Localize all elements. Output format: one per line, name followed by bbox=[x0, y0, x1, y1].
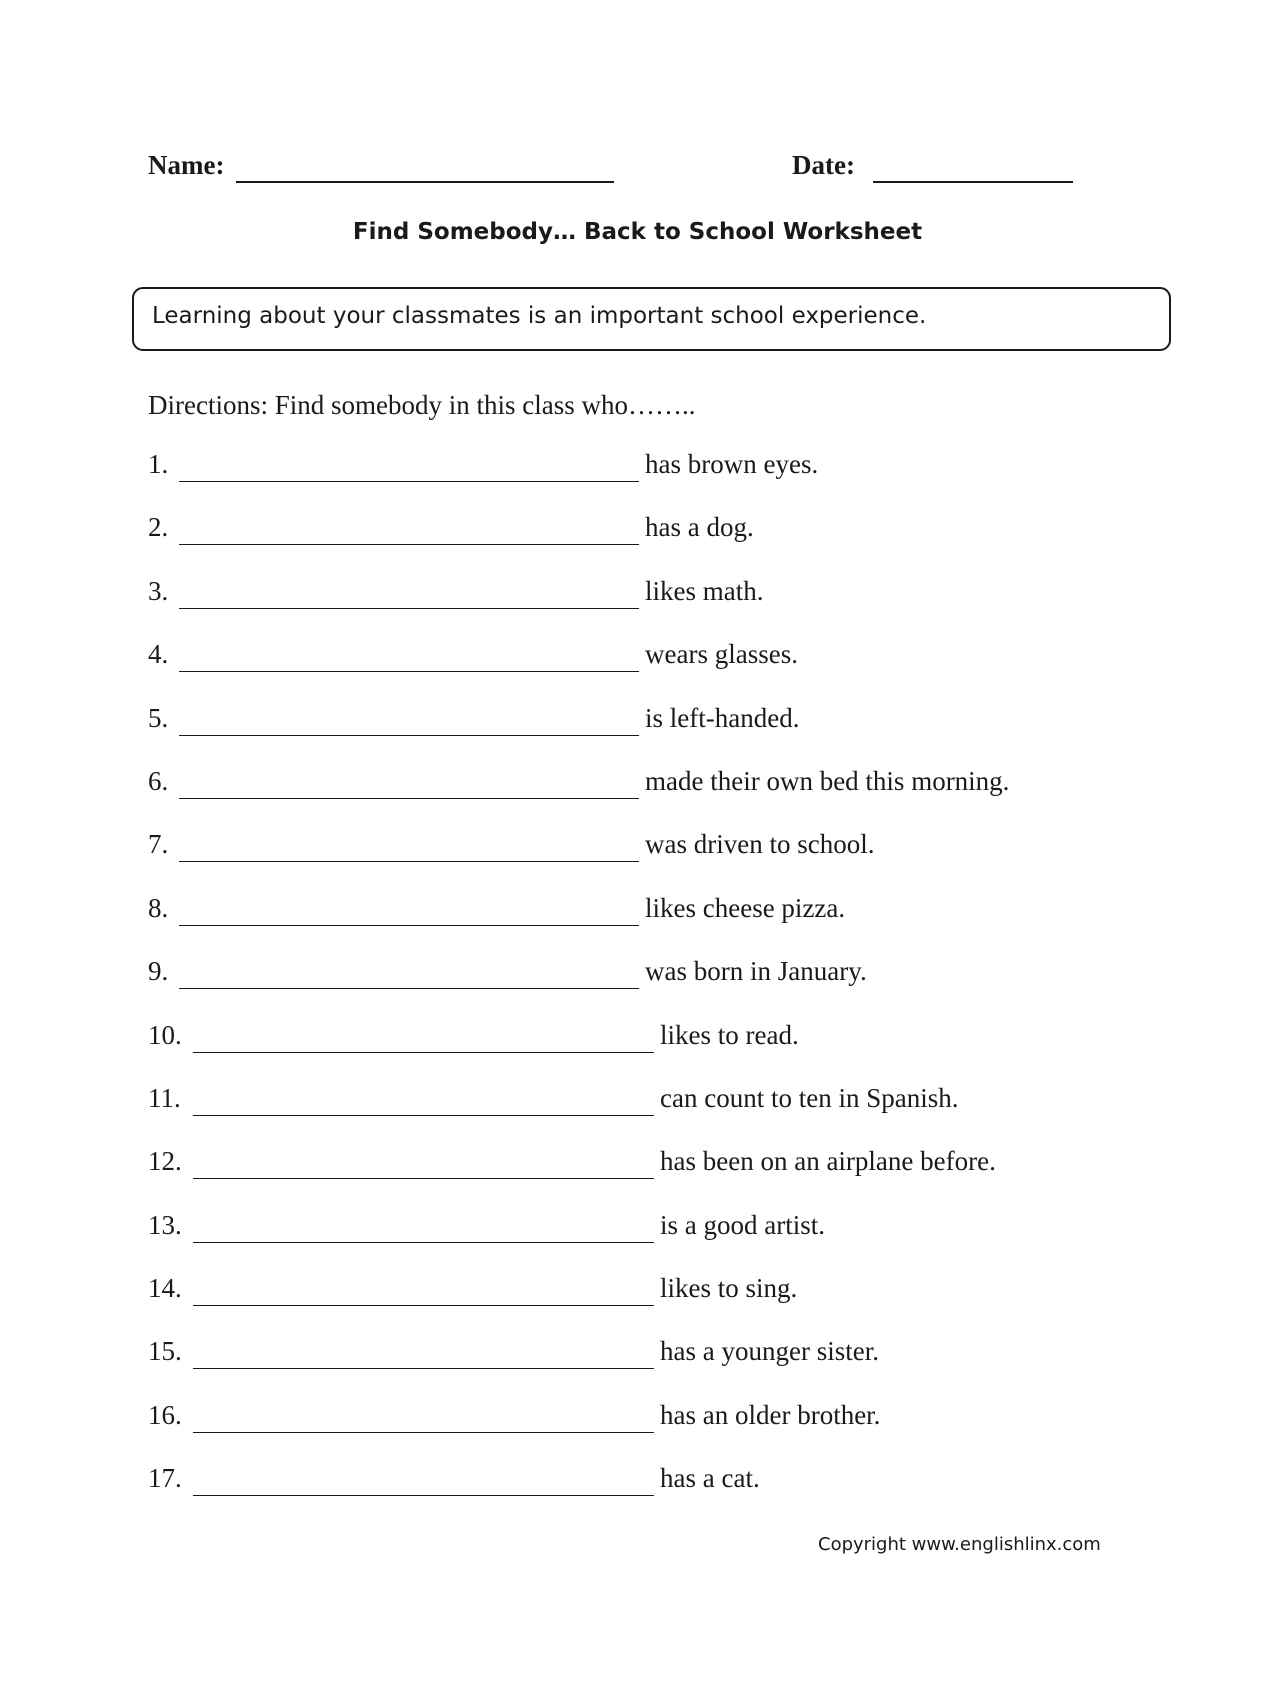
item-text: was driven to school. bbox=[645, 829, 875, 860]
list-item bbox=[148, 893, 1148, 956]
item-number: 11. bbox=[148, 1082, 181, 1113]
item-number: 6. bbox=[148, 765, 169, 796]
item-number: 2. bbox=[148, 512, 169, 543]
list-item bbox=[148, 1400, 1148, 1463]
item-text: can count to ten in Spanish. bbox=[660, 1082, 959, 1113]
header-row bbox=[148, 150, 1078, 190]
intro-text: Learning about your classmates is an important school experience. bbox=[152, 303, 927, 329]
answer-blank-line[interactable] bbox=[179, 925, 639, 926]
item-text: is a good artist. bbox=[660, 1209, 825, 1240]
list-item bbox=[148, 829, 1148, 892]
list-item bbox=[148, 449, 1148, 512]
name-blank-line[interactable] bbox=[236, 181, 614, 183]
item-number: 4. bbox=[148, 639, 169, 670]
list-item bbox=[148, 512, 1148, 575]
item-number: 14. bbox=[148, 1273, 182, 1304]
answer-blank-line[interactable] bbox=[193, 1178, 654, 1179]
answer-blank-line[interactable] bbox=[193, 1432, 654, 1433]
item-number: 12. bbox=[148, 1146, 182, 1177]
item-number: 10. bbox=[148, 1019, 182, 1050]
list-item bbox=[148, 703, 1148, 766]
list-item bbox=[148, 1336, 1148, 1399]
list-item bbox=[148, 1020, 1148, 1083]
item-number: 1. bbox=[148, 449, 169, 479]
answer-blank-line[interactable] bbox=[179, 481, 639, 482]
item-number: 9. bbox=[148, 956, 169, 987]
answer-blank-line[interactable] bbox=[193, 1242, 654, 1243]
date-label: Date: bbox=[792, 150, 855, 180]
item-list bbox=[148, 449, 1148, 1527]
answer-blank-line[interactable] bbox=[193, 1305, 654, 1306]
item-number: 8. bbox=[148, 892, 169, 923]
answer-blank-line[interactable] bbox=[179, 861, 639, 862]
answer-blank-line[interactable] bbox=[193, 1052, 654, 1053]
name-label: Name: bbox=[148, 150, 225, 180]
item-number: 5. bbox=[148, 702, 169, 733]
item-number: 16. bbox=[148, 1399, 182, 1430]
item-text: was born in January. bbox=[645, 956, 867, 987]
answer-blank-line[interactable] bbox=[193, 1115, 654, 1116]
item-number: 7. bbox=[148, 829, 169, 860]
item-text: likes math. bbox=[645, 575, 764, 606]
item-text: likes to read. bbox=[660, 1019, 799, 1050]
list-item bbox=[148, 1463, 1148, 1526]
list-item bbox=[148, 956, 1148, 1019]
item-text: is left-handed. bbox=[645, 702, 800, 733]
list-item bbox=[148, 1210, 1148, 1273]
item-text: made their own bed this morning. bbox=[645, 765, 1010, 796]
intro-box bbox=[132, 287, 1171, 351]
list-item bbox=[148, 1146, 1148, 1209]
answer-blank-line[interactable] bbox=[179, 608, 639, 609]
list-item bbox=[148, 576, 1148, 639]
answer-blank-line[interactable] bbox=[179, 544, 639, 545]
date-blank-line[interactable] bbox=[873, 181, 1073, 183]
answer-blank-line[interactable] bbox=[193, 1368, 654, 1369]
item-text: has a cat. bbox=[660, 1463, 760, 1494]
item-text: wears glasses. bbox=[645, 639, 798, 670]
list-item bbox=[148, 639, 1148, 702]
item-number: 15. bbox=[148, 1336, 182, 1367]
item-text: has a younger sister. bbox=[660, 1336, 879, 1367]
item-number: 17. bbox=[148, 1463, 182, 1494]
copyright-notice: Copyright www.englishlinx.com bbox=[818, 1534, 1101, 1555]
item-text: has an older brother. bbox=[660, 1399, 881, 1430]
answer-blank-line[interactable] bbox=[193, 1495, 654, 1496]
list-item bbox=[148, 1273, 1148, 1336]
answer-blank-line[interactable] bbox=[179, 671, 639, 672]
item-number: 13. bbox=[148, 1209, 182, 1240]
item-number: 3. bbox=[148, 575, 169, 606]
list-item bbox=[148, 766, 1148, 829]
item-text: likes to sing. bbox=[660, 1273, 798, 1304]
answer-blank-line[interactable] bbox=[179, 988, 639, 989]
item-text: likes cheese pizza. bbox=[645, 892, 846, 923]
item-text: has been on an airplane before. bbox=[660, 1146, 996, 1177]
answer-blank-line[interactable] bbox=[179, 798, 639, 799]
answer-blank-line[interactable] bbox=[179, 735, 639, 736]
directions: Directions: Find somebody in this class who…….. bbox=[148, 390, 696, 420]
worksheet-title: Find Somebody… Back to School Worksheet bbox=[352, 219, 923, 245]
list-item bbox=[148, 1083, 1148, 1146]
item-text: has a dog. bbox=[645, 512, 754, 543]
item-text: has brown eyes. bbox=[645, 449, 819, 479]
